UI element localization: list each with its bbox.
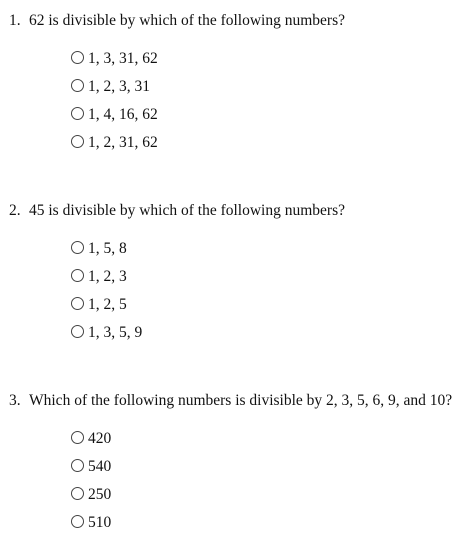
answer-option[interactable]	[9, 49, 465, 77]
answer-option-label: 1, 5, 8	[88, 240, 127, 257]
question-text: Which of the following numbers is divisible by 2, 3, 5, 6, 9, and 10?	[29, 392, 453, 409]
answer-option[interactable]	[9, 485, 465, 513]
radio-button[interactable]	[71, 79, 84, 92]
radio-button[interactable]	[71, 459, 84, 472]
question-1-prompt	[9, 11, 465, 31]
radio-button[interactable]	[71, 241, 84, 254]
answer-option[interactable]	[9, 133, 465, 161]
answer-option[interactable]	[9, 457, 465, 485]
answer-option-label: 1, 2, 3	[88, 268, 127, 285]
question-number: 3.	[9, 392, 21, 409]
answer-option[interactable]	[9, 513, 465, 541]
answer-option[interactable]	[9, 323, 465, 351]
answer-option-label: 1, 4, 16, 62	[88, 106, 158, 123]
question-number: 2.	[9, 202, 21, 219]
answer-options	[9, 239, 465, 351]
answer-option[interactable]	[9, 267, 465, 295]
answer-options	[9, 429, 465, 541]
radio-button[interactable]	[71, 107, 84, 120]
answer-option-label: 250	[88, 486, 112, 503]
answer-option[interactable]	[9, 295, 465, 323]
question-2-prompt	[9, 201, 465, 221]
radio-button[interactable]	[71, 515, 84, 528]
radio-button[interactable]	[71, 487, 84, 500]
question-2	[9, 201, 465, 351]
answer-option[interactable]	[9, 77, 465, 105]
answer-option-label: 1, 2, 5	[88, 296, 127, 313]
answer-option-label: 1, 3, 31, 62	[88, 50, 158, 67]
answer-option-label: 540	[88, 458, 112, 475]
question-3	[9, 391, 465, 541]
answer-option[interactable]	[9, 239, 465, 267]
radio-button[interactable]	[71, 269, 84, 282]
answer-option-label: 510	[88, 514, 112, 531]
answer-option-label: 420	[88, 430, 112, 447]
answer-option[interactable]	[9, 429, 465, 457]
answer-options	[9, 49, 465, 161]
radio-button[interactable]	[71, 431, 84, 444]
question-text: 45 is divisible by which of the following numbers?	[29, 202, 345, 219]
question-text: 62 is divisible by which of the following numbers?	[29, 12, 345, 29]
radio-button[interactable]	[71, 135, 84, 148]
question-number: 1.	[9, 12, 21, 29]
radio-button[interactable]	[71, 325, 84, 338]
radio-button[interactable]	[71, 297, 84, 310]
answer-option-label: 1, 3, 5, 9	[88, 324, 143, 341]
answer-option-label: 1, 2, 3, 31	[88, 78, 150, 95]
radio-button[interactable]	[71, 51, 84, 64]
question-1	[9, 11, 465, 161]
question-3-prompt	[9, 391, 465, 411]
answer-option[interactable]	[9, 105, 465, 133]
answer-option-label: 1, 2, 31, 62	[88, 134, 158, 151]
